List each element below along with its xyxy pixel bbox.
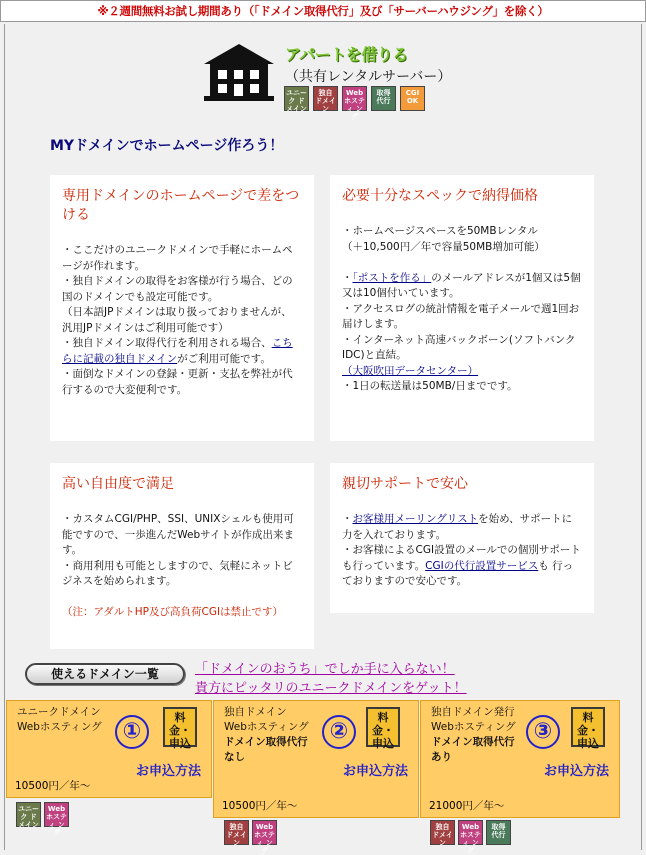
card-body: ・ホームページスペースを50MBレンタル （＋10,500円／年で容量50MB増加可能） ・「ポストを作る」のメールアドレスが1個又は5個又は10個付いています。 ・アクセスログの統計情報を電子メールで週1回お届けします。 ・インターネット高速バックボーン(ソフトバンクIDC)と直結。 （大阪吹田データセンター） ・1日の転送量は50MB/日までです。 (342, 225, 581, 392)
feature-card-freedom (50, 463, 314, 649)
plan-number: ② (322, 715, 356, 749)
plan-card-2[interactable] (213, 700, 419, 818)
free-trial-banner: ※２週間無料お試し期間あり（「ドメイン取得代行」及び「サーバーハウジング」を除く） (0, 0, 646, 22)
apply-method-link[interactable]: お申込方法 (342, 764, 408, 779)
lead-heading: MYドメインでホームページ作ろう！ (50, 138, 284, 154)
plan-bold: ドメイン取得代行あり (431, 736, 515, 763)
cgi-ok-icon: CGI OK (400, 86, 425, 111)
feature-badges (284, 86, 425, 121)
apply-method-link[interactable]: お申込方法 (135, 764, 201, 779)
own-domain-link[interactable]: こちらに記載の独自ドメイン (62, 337, 293, 365)
own-domain-icon: 独自 ドメイン (313, 86, 338, 111)
card-title: 必要十分なスペックで納得価格 (342, 188, 538, 204)
plan-desc: ユニークドメイン Webホスティング (17, 706, 102, 733)
hero-subtitle: （共有レンタルサーバー） (285, 69, 452, 85)
plan-1-badges (16, 802, 69, 837)
feature-card-spec (330, 175, 594, 441)
plan-2-badges (224, 820, 277, 855)
plan-desc: 独自ドメイン発行 Webホスティング (431, 706, 516, 733)
plan-price: 10500円／年～ (15, 780, 91, 792)
plan-number: ① (115, 715, 149, 749)
card-body: ・お客様用メーリングリストを始め、サポートに力を入れております。 ・お客様によるCGI設置のメールでの個別サポートも行っています。CGIの代行設置サービスも 行っておりますので安心です。 (342, 513, 581, 587)
unique-domain-icon: ユニーク ドメイン (284, 86, 309, 111)
acquisition-proxy-icon: 取得 代行 (486, 820, 511, 845)
card-note: （注：アダルトHP及び高負荷CGIは禁止です） (62, 605, 284, 618)
card-title: 親切サポートで安心 (342, 476, 468, 492)
plan-desc: 独自ドメイン Webホスティング (224, 706, 309, 733)
price-apply-button[interactable]: 料金・申込 (571, 707, 605, 747)
feature-card-domain (50, 175, 314, 441)
web-hosting-icon: Web ホスティ ング (458, 820, 483, 845)
card-title: 専用ドメインのホームページで差をつける (62, 188, 300, 223)
plan-price: 21000円／年～ (429, 800, 505, 812)
cgi-service-link[interactable]: CGIの代行設置サービス (425, 559, 539, 572)
card-body: ・カスタムCGI/PHP、SSI、UNIXシェルも使用可能ですので、一歩進んだWebサイトが作成出来ます。 ・商用利用も可能としますので、気軽にネットビジネスを始められます。 (62, 513, 294, 587)
datacenter-link[interactable]: （大阪吹田データセンター） (342, 364, 479, 377)
web-hosting-icon: Web ホスティ ング (252, 820, 277, 845)
own-domain-icon: 独自 ドメイン (224, 820, 249, 845)
web-hosting-icon: Web ホスティ ング (44, 802, 69, 827)
plan-card-3[interactable] (420, 700, 620, 818)
plan-3-badges (430, 820, 511, 855)
plan-card-1[interactable] (6, 700, 212, 798)
acquisition-proxy-icon: 取得 代行 (371, 86, 396, 111)
apply-method-link[interactable]: お申込方法 (543, 764, 609, 779)
mailing-list-link[interactable]: お客様用メーリングリスト (352, 513, 479, 525)
card-body: ・ここだけのユニークドメインで手軽にホームページが作れます。 ・独自ドメインの取得をお客様が行う場合、どの国のドメインでも設定可能です。 （日本語JPドメインは取り扱っておりませんが、汎用JPドメインはご利用可能です） ・独自ドメイン取得代行を利用される場合、こちらに記載の独自ドメインがご利用可能です。 ・面倒なドメインの登録・更新・支払を弊社が代行するので大変便利です。 (62, 244, 293, 396)
apartment-building-icon (200, 42, 278, 102)
domain-list-button[interactable]: 使えるドメイン一覧 (25, 663, 185, 685)
price-apply-button[interactable]: 料金・申込 (163, 707, 197, 747)
own-domain-icon: 独自 ドメイン (430, 820, 455, 845)
plan-price: 10500円／年～ (222, 800, 298, 812)
domain-promo-link[interactable]: 「ドメインのおうち」でしか手に入らない！ 貴方にピッタリのユニークドメインをゲット！ (195, 662, 467, 696)
plan-bold: ドメイン取得代行なし (224, 736, 308, 763)
plan-number: ③ (526, 715, 560, 749)
price-apply-button[interactable]: 料金・申込 (366, 707, 400, 747)
feature-card-support (330, 463, 594, 613)
card-title: 高い自由度で満足 (62, 476, 174, 492)
hero-title: アパートを借りる (285, 45, 408, 64)
unique-domain-icon: ユニーク ドメイン (16, 802, 41, 827)
web-hosting-icon: Web ホスティ ング (342, 86, 367, 111)
post-link[interactable]: 「ポストを作る」 (352, 271, 432, 284)
